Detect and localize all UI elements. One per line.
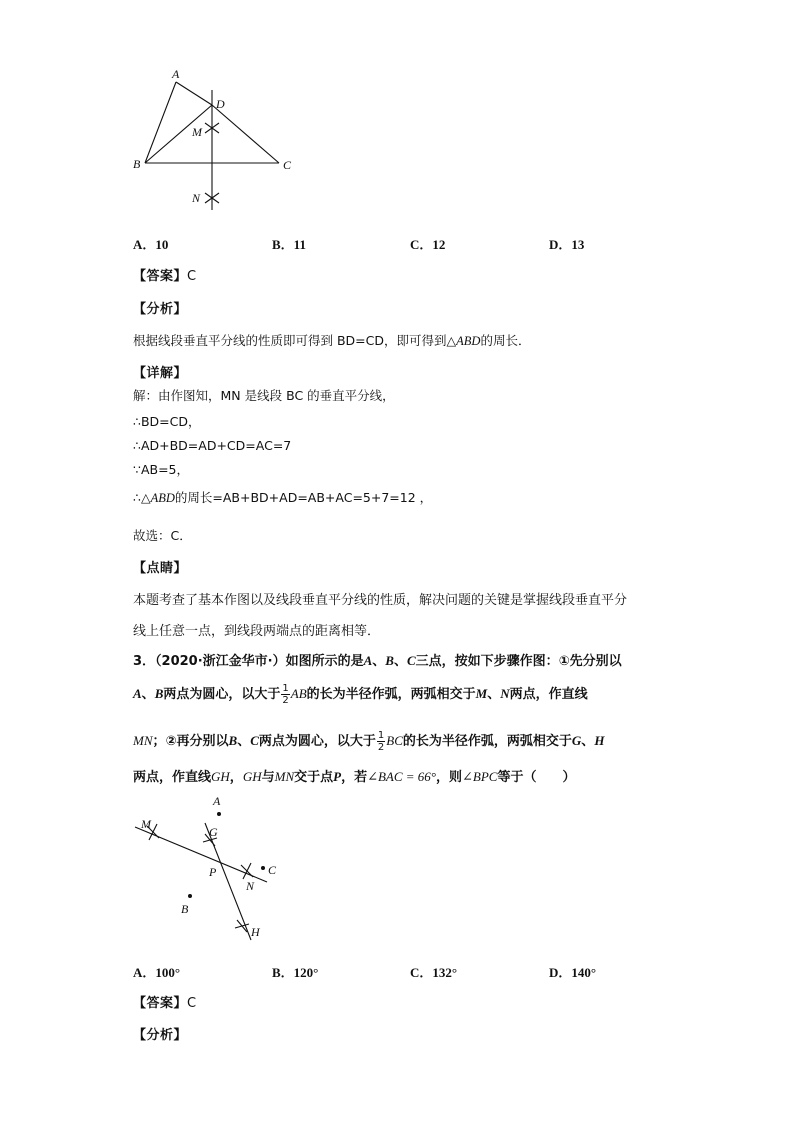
fraction-one-half: $\frac{1}{2}$ — [282, 683, 289, 706]
fraction-one-half-2: $\frac{1}{2}$ — [377, 730, 385, 753]
label-H: H — [251, 925, 260, 939]
q2-option-c[interactable]: C．12 — [410, 237, 446, 252]
q2-detail-line-4: ∵AB=5， — [133, 462, 190, 477]
answer-value: C — [187, 996, 197, 1011]
q2-analysis-tag: 【分析】 — [133, 302, 188, 317]
point-A — [217, 812, 221, 816]
segment-AB — [145, 82, 176, 163]
q2-analysis-text: 根据线段垂直平分线的性质即可得到 BD=CD，即可得到△ABD的周长． — [133, 333, 531, 348]
q2-comment-line-2: 线上任意一点，到线段两端点的距离相等． — [133, 624, 381, 639]
label-A: A — [213, 794, 221, 808]
q3-option-c[interactable]: C．132° — [410, 965, 458, 980]
point-C — [261, 866, 265, 870]
q3-analysis-tag: 【分析】 — [133, 1028, 188, 1043]
q2-detail-line-1: 解：由作图知，MN 是线段 BC 的垂直平分线， — [133, 388, 395, 403]
q3-line-1: 3．（2020·浙江金华市·）如图所示的是A、B、C三点，按如下步骤作图：①先分别以 — [133, 653, 622, 669]
arc-mark-N — [241, 863, 253, 879]
q3-option-a[interactable]: A．100° — [133, 965, 181, 980]
segment-AD — [176, 82, 212, 105]
label-C: C — [268, 863, 277, 877]
label-C: C — [283, 158, 292, 172]
q2-detail-line-3: ∴AD+BD=AD+CD=AC=7 — [133, 438, 292, 453]
label-D: D — [216, 97, 225, 111]
label-G: G — [209, 825, 218, 839]
q2-comment-line-1: 本题考查了基本作图以及线段垂直平分线的性质，解决问题的关键是掌握线段垂直平分 — [133, 593, 628, 608]
q2-comment-tag: 【点睛】 — [133, 561, 188, 576]
point-B — [188, 894, 192, 898]
q2-option-b[interactable]: B．11 — [272, 237, 306, 252]
answer-value: C — [187, 269, 197, 284]
q3-answer — [133, 992, 197, 1011]
answer-tag: 【答案】 — [133, 269, 188, 284]
q3-option-d[interactable]: D．140° — [549, 965, 597, 980]
q3-line-4: 两点，作直线GH，GH与MN交于点P，若∠BAC = 66°，则∠BPC等于（ ） — [133, 769, 576, 785]
segment-DC — [212, 105, 279, 163]
q3-option-b[interactable]: B．120° — [272, 965, 319, 980]
q2-detail-line-6: 故选：C． — [133, 528, 192, 543]
label-A: A — [172, 67, 180, 81]
q3-line-3: MN；②再分别以B、C两点为圆心，以大于 $\frac{1}{2}$ BC的长为半径作弧，两弧相交于G、H — [133, 730, 605, 753]
label-M: M — [141, 817, 151, 831]
label-N: N — [246, 879, 255, 893]
answer-tag: 【答案】 — [133, 996, 188, 1011]
q2-option-a[interactable]: A．10 — [133, 237, 169, 252]
q2-answer — [133, 265, 197, 284]
label-N: N — [192, 191, 201, 205]
figure-two-bisectors — [125, 790, 305, 950]
q3-line-2: A、B两点为圆心，以大于 $\frac{1}{2}$ AB的长为半径作弧，两弧相交于M、N两点，作直线 — [133, 683, 588, 706]
label-B: B — [181, 902, 189, 916]
line-GH — [205, 823, 251, 940]
q2-detail-line-2: ∴BD=CD， — [133, 414, 201, 429]
label-B: B — [133, 157, 141, 171]
q2-option-d[interactable]: D．13 — [549, 237, 585, 252]
label-P: P — [209, 865, 217, 879]
q2-detail-tag: 【详解】 — [133, 366, 188, 381]
label-M: M — [192, 125, 202, 139]
line-MN — [135, 827, 267, 882]
figure-triangle-bisector — [125, 60, 315, 220]
q2-detail-line-5: ∴△ABD的周长=AB+BD+AD=AB+AC=5+7=12 ， — [133, 490, 433, 505]
